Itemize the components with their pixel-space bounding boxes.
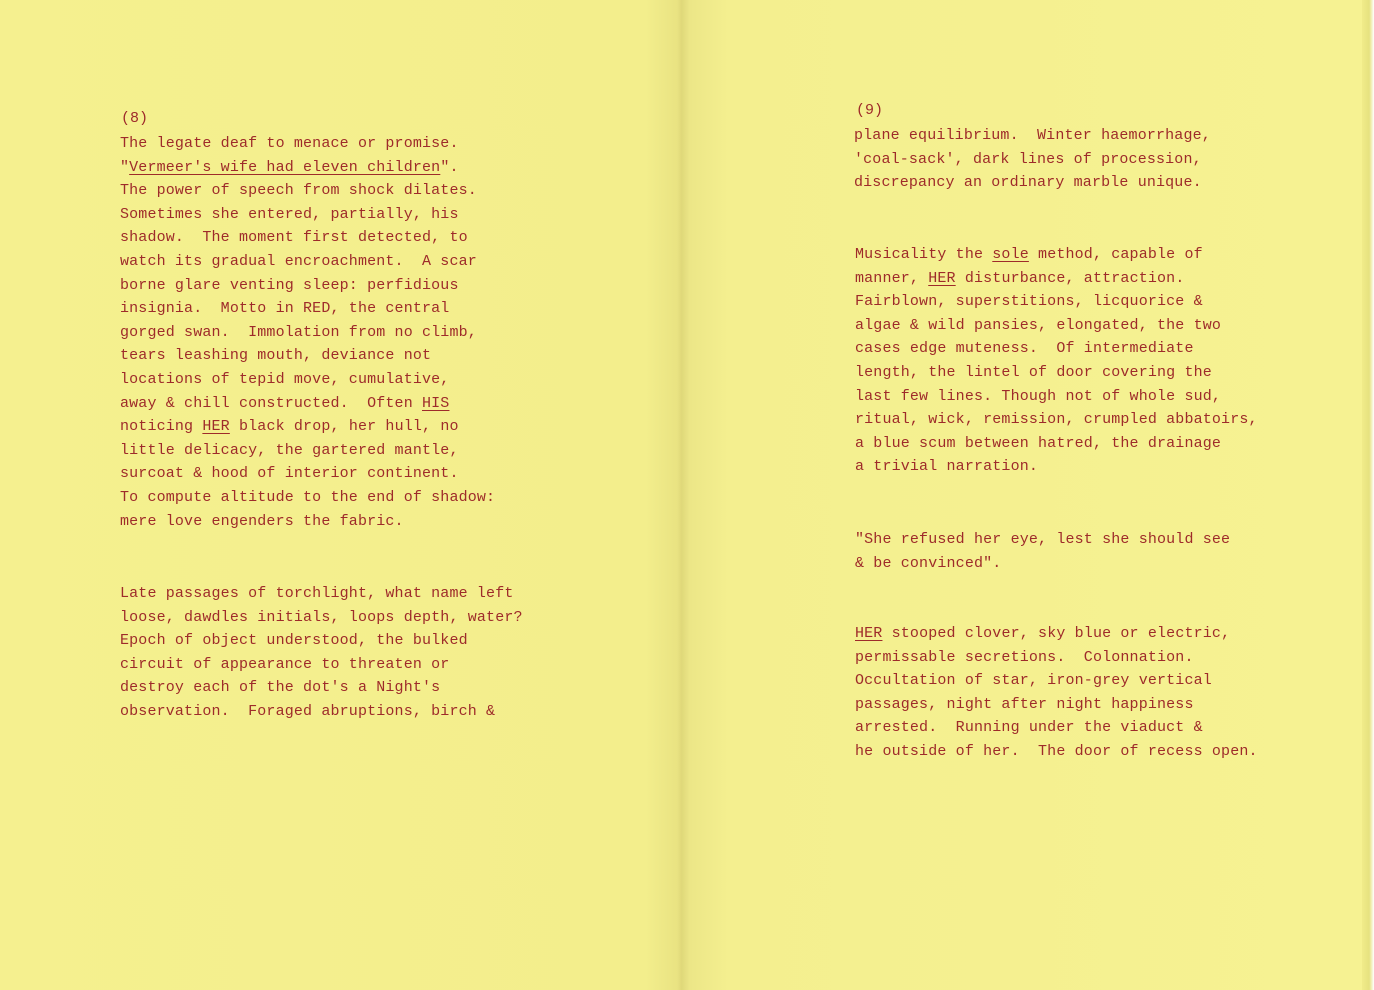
text-line: Fairblown, superstitions, licquorice & (855, 293, 1203, 311)
text-line: tears leashing mouth, deviance not (120, 347, 432, 365)
text-line: algae & wild pansies, elongated, the two (855, 316, 1222, 334)
text-line: discrepancy an ordinary marble unique. (854, 174, 1202, 192)
text-line: a trivial narration. (855, 458, 1039, 476)
text-line: permissable secretions. Colonnation. (855, 648, 1194, 666)
text-line (120, 415, 495, 439)
text-line: insignia. Motto in RED, the central (120, 300, 450, 318)
underlined-text: HER (855, 625, 883, 642)
text-line: arrested. Running under the viaduct & (855, 719, 1203, 737)
text-line: destroy each of the dot's a Night's (120, 679, 441, 697)
page-number-9: (9) (856, 102, 884, 119)
right-page (680, 0, 1362, 990)
text-line: Epoch of object understood, the bulked (120, 632, 468, 650)
text-line (855, 243, 1258, 267)
text-line: locations of tepid move, cumulative, (120, 370, 450, 388)
text-line: circuit of appearance to threaten or (120, 655, 450, 673)
text-line: The legate deaf to menace or promise. (120, 135, 459, 152)
text-segment: Musicality the (855, 246, 993, 263)
text-line: loose, dawdles initials, loops depth, water? (120, 608, 523, 626)
text-line: cases edge muteness. Of intermediate (855, 340, 1194, 358)
page-edge (1362, 0, 1374, 990)
text-line: surcoat & hood of interior continent. (120, 465, 459, 483)
text-line: Late passages of torchlight, what name left (120, 585, 514, 602)
text-segment: black drop, her hull, no (229, 418, 459, 436)
underlined-text: HER (928, 269, 956, 287)
underlined-text: HER (202, 418, 230, 436)
text-line: mere love engenders the fabric. (120, 512, 404, 530)
text-line: & be convinced". (855, 554, 1002, 572)
text-line: plane equilibrium. Winter haemorrhage, (854, 127, 1211, 144)
text-line: The power of speech from shock dilates. (120, 182, 477, 200)
text-line: To compute altitude to the end of shadow: (120, 488, 496, 506)
left-stanza-1 (120, 132, 495, 533)
text-line: last few lines. Though not of whole sud, (855, 387, 1222, 405)
right-stanza-3 (855, 528, 1230, 575)
text-line: Sometimes she entered, partially, his (120, 205, 459, 223)
text-segment: " (120, 158, 130, 176)
text-segment: ". (440, 158, 459, 176)
text-segment: manner, (855, 269, 929, 287)
text-line: he outside of her. The door of recess open. (855, 742, 1258, 760)
text-line: watch its gradual encroachment. A scar (120, 252, 477, 270)
text-line: Occultation of star, iron-grey vertical (855, 672, 1212, 690)
text-line: little delicacy, the gartered mantle, (120, 441, 459, 459)
left-page (0, 0, 676, 990)
text-line: observation. Foraged abruptions, birch & (120, 702, 496, 720)
text-line: passages, night after night happiness (855, 695, 1194, 713)
text-line: gorged swan. Immolation from no climb, (120, 323, 477, 341)
text-line (120, 156, 495, 180)
text-line: 'coal-sack', dark lines of procession, (854, 150, 1202, 168)
text-segment: stooped clover, sky blue or electric, (882, 625, 1231, 642)
right-stanza-1 (854, 124, 1211, 195)
text-line: shadow. The moment first detected, to (120, 229, 468, 247)
left-stanza-2 (120, 582, 523, 724)
underlined-text: HIS (422, 394, 450, 412)
text-line: borne glare venting sleep: perfidious (120, 276, 459, 294)
text-line: a blue scum between hatred, the drainage (855, 434, 1222, 452)
text-line: "She refused her eye, lest she should see (855, 531, 1231, 548)
text-line (855, 267, 1258, 291)
text-line: length, the lintel of door covering the (855, 363, 1212, 381)
page-number-8: (8) (121, 110, 149, 127)
text-segment: disturbance, attraction. (955, 269, 1185, 287)
text-line (855, 622, 1258, 646)
underlined-text: sole (992, 246, 1029, 263)
underlined-text: Vermeer's wife had eleven children (129, 158, 441, 176)
text-segment: away & chill constructed. Often (120, 394, 422, 412)
text-line (120, 392, 495, 416)
right-stanza-2 (855, 243, 1258, 479)
text-segment: noticing (120, 418, 203, 436)
text-segment: method, capable of (1028, 246, 1203, 263)
text-line: ritual, wick, remission, crumpled abbatoirs, (855, 411, 1258, 429)
right-stanza-4 (855, 622, 1258, 764)
